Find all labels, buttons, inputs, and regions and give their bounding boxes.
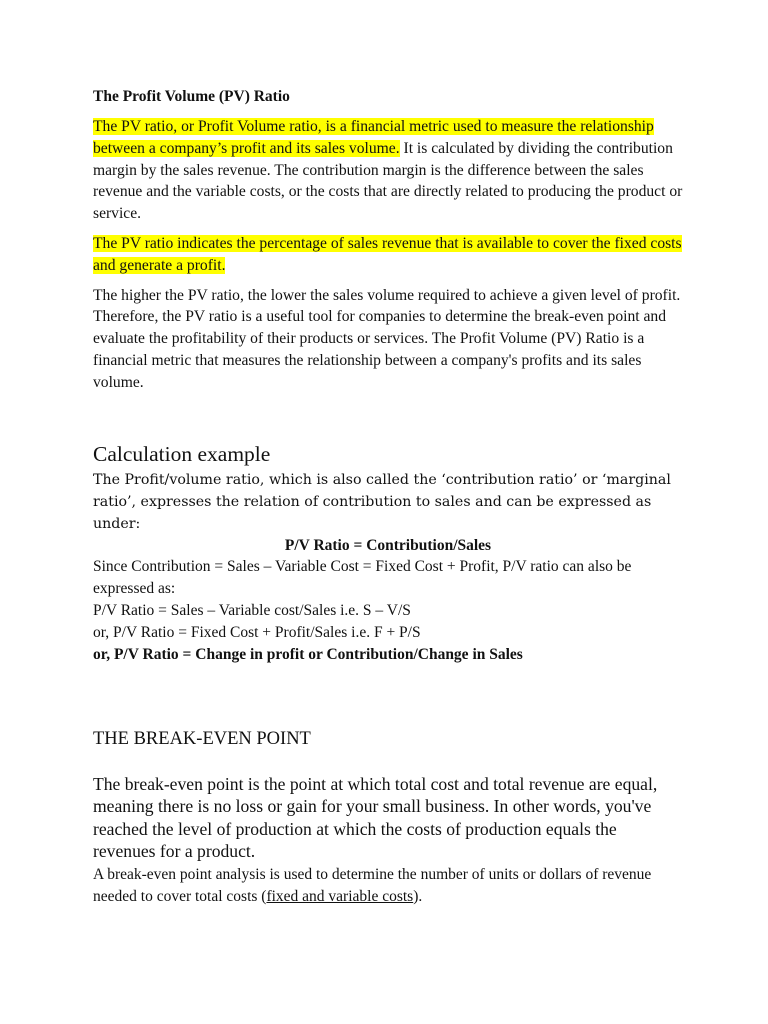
- formula-sales-variable: P/V Ratio = Sales – Variable cost/Sales i.e. S – V/S: [93, 601, 411, 619]
- pv-definition-paragraph: [93, 116, 683, 225]
- analysis-text-after: ).: [413, 887, 423, 905]
- formula-main: P/V Ratio = Contribution/Sales: [284, 536, 492, 554]
- break-even-definition: The break-even point is the point at which total cost and total revenue are equal, meaning there is no loss or gain for your small business. In other words, you've reached the level of production at which the costs of production equals the revenues for a product.: [93, 773, 658, 862]
- break-even-heading: THE BREAK-EVEN POINT: [93, 728, 311, 749]
- highlighted-indication: The PV ratio indicates the percentage of sales revenue that is available to cover the fixed costs and generate a profit.: [93, 234, 682, 274]
- definition-rest: It is calculated by dividing the contribution margin by the sales revenue. The contribution margin is the difference between the sales revenue and the variable costs, or the costs that are directly related to producing the product or service.: [93, 139, 683, 223]
- formula-change: or, P/V Ratio = Change in profit or Contribution/Change in Sales: [93, 645, 523, 663]
- break-even-analysis: [93, 864, 683, 908]
- highlighted-definition: The PV ratio, or Profit Volume ratio, is a financial metric used to measure the relationship between a company’s profit and its sales volume.: [93, 118, 654, 157]
- calculation-heading: Calculation example: [93, 441, 271, 466]
- document-page: [93, 86, 683, 908]
- formula-since: Since Contribution = Sales – Variable Cost = Fixed Cost + Profit, P/V ratio can also be expressed as:: [93, 557, 632, 597]
- formula-fixed-profit: or, P/V Ratio = Fixed Cost + Profit/Sales i.e. F + P/S: [93, 623, 421, 641]
- pv-usefulness-paragraph: The higher the PV ratio, the lower the sales volume required to achieve a given level of profit. Therefore, the PV ratio is a useful tool for companies to determine the break-even point and evaluate the profitability of their products or services. The Profit Volume (PV) Ratio is a financial metric that measures the relationship between a company's profits and its sales volume.: [93, 286, 681, 391]
- analysis-text-before: A break-even point analysis is used to determine the number of units or dollars of revenue needed to cover total costs (: [93, 865, 652, 905]
- pv-indication-paragraph: [93, 233, 683, 277]
- calculation-intro: The Profit/volume ratio, which is also called the ‘contribution ratio’ or ‘marginal ratio’, expresses the relation of contribution to sales and can be expressed as under:: [93, 471, 671, 532]
- fixed-variable-costs-link[interactable]: fixed and variable costs: [266, 887, 414, 905]
- doc-title: The Profit Volume (PV) Ratio: [93, 88, 290, 105]
